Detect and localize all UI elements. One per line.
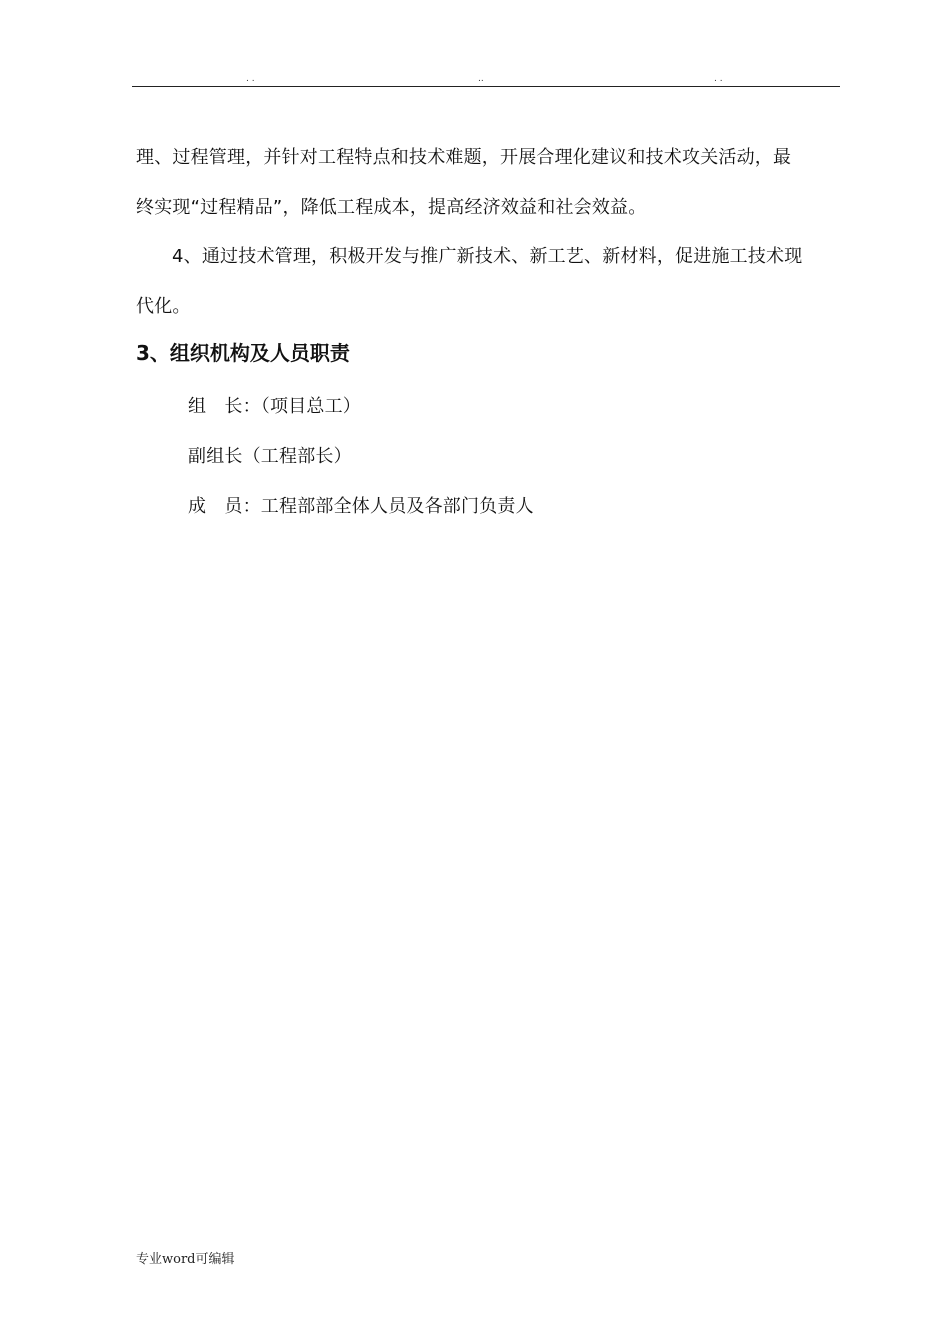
page-header (132, 74, 840, 86)
header-mark-right: . . (714, 74, 723, 84)
header-divider (132, 86, 840, 87)
member-leader: 组 长：（项目总工） (188, 396, 361, 417)
header-mark-center: .. (478, 74, 484, 84)
section-heading: 3、组织机构及人员职责 (136, 341, 350, 365)
member-members: 成 员：工程部部全体人员及各部门负责人 (188, 496, 534, 517)
member-deputy-leader: 副组长（工程部长） (188, 446, 352, 467)
paragraph-line: 代化。 (136, 296, 191, 317)
header-mark-left: . . (246, 74, 255, 84)
paragraph-line: 理、过程管理，并针对工程特点和技术难题，开展合理化建议和技术攻关活动，最 (136, 147, 792, 168)
paragraph-line: 4、通过技术管理，积极开发与推广新技术、新工艺、新材料，促进施工技术现 (172, 246, 803, 267)
paragraph-line: 终实现“过程精品”，降低工程成本，提高经济效益和社会效益。 (136, 197, 647, 218)
page-footer: 专业word可编辑 (136, 1252, 235, 1267)
